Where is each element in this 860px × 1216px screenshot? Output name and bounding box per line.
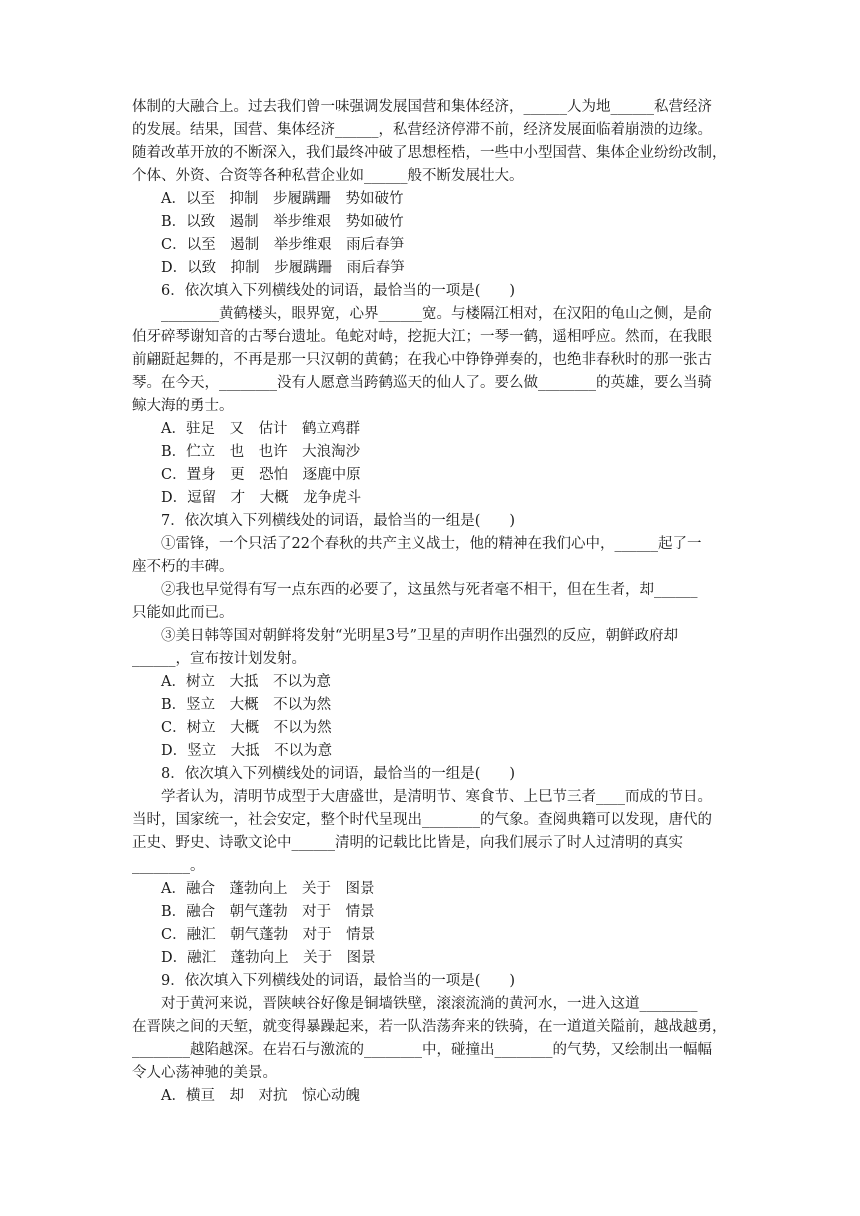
text-line: 体制的大融合上。过去我们曾一味强调发展国营和集体经济，______人为地______私营经济	[132, 99, 712, 115]
text-line: B．融合 朝气蓬勃 对于 情景	[161, 904, 375, 920]
text-line: ________越陷越深。在岩石与激流的________中，碰撞出________的气势，又绘制出一幅幅	[132, 1042, 712, 1058]
text-line: 前翩跹起舞的，不再是那一只汉朝的黄鹤；在我心中铮铮弹奏的，也绝非春秋时的那一张古	[132, 352, 712, 368]
text-line: A．树立 大抵 不以为意	[161, 674, 331, 690]
text-line: 6．依次填入下列横线处的词语，最恰当的一项是( )	[161, 283, 516, 299]
text-line: C．以至 遏制 举步维艰 雨后春笋	[161, 237, 405, 253]
text-line: 当时，国家统一，社会安定，整个时代呈现出________的气象。查阅典籍可以发现，唐代的	[132, 812, 712, 828]
text-line: D．竖立 大抵 不以为意	[161, 743, 333, 759]
text-line: 令人心荡神驰的美景。	[132, 1065, 277, 1081]
text-line: 琴。在今天，________没有人愿意当跨鹤巡天的仙人了。要么做________的英雄，要么当骑	[132, 375, 712, 391]
text-line: ______，宣布按计划发射。	[132, 651, 306, 667]
text-line: A．驻足 又 估计 鹤立鸡群	[161, 421, 360, 437]
text-line: D．逗留 才 大概 龙争虎斗	[161, 490, 362, 506]
text-line: C．置身 更 恐怕 逐鹿中原	[161, 467, 361, 483]
document-body	[132, 96, 728, 1108]
text-line: 随着改革开放的不断深入，我们最终冲破了思想桎梏，一些中小型国营、集体企业纷纷改制，	[132, 145, 727, 161]
text-line: ②我也早觉得有写一点东西的必要了，这虽然与死者毫不相干，但在生者，却______	[161, 582, 698, 598]
text-line: 7．依次填入下列横线处的词语，最恰当的一组是( )	[161, 513, 516, 529]
text-line: A．融合 蓬勃向上 关于 图景	[161, 881, 375, 897]
text-line: 的发展。结果，国营、集体经济______，私营经济停滞不前，经济发展面临着崩溃的边缘。	[132, 122, 712, 138]
text-line: 个体、外资、合资等各种私营企业如______般不断发展壮大。	[132, 168, 524, 184]
text-line: 鲸大海的勇士。	[132, 398, 234, 414]
text-line: A．以至 抑制 步履蹒跚 势如破竹	[161, 191, 404, 207]
text-line: 学者认为，清明节成型于大唐盛世，是清明节、寒食节、上巳节三者____而成的节日。	[161, 789, 712, 805]
text-line: D．以致 抑制 步履蹒跚 雨后春笋	[161, 260, 405, 276]
text-line: ①雷锋，一个只活了22个春秋的共产主义战士，他的精神在我们心中，______起了一	[161, 536, 702, 552]
text-line: 座不朽的丰碑。	[132, 559, 234, 575]
text-line: ③美日韩等国对朝鲜将发射“光明星3号”卫星的声明作出强烈的反应，朝鲜政府却	[161, 628, 679, 644]
text-line: 只能如此而已。	[132, 605, 234, 621]
text-line: B．以致 遏制 举步维艰 势如破竹	[161, 214, 404, 230]
text-line: A．横亘 却 对抗 惊心动魄	[161, 1088, 360, 1104]
text-line: 9．依次填入下列横线处的词语，最恰当的一项是( )	[161, 973, 516, 989]
text-line: ________。	[132, 858, 205, 874]
text-line: 伯牙碎琴谢知音的古琴台遗址。龟蛇对峙，挖扼大江；一琴一鹤，遥相呼应。然而，在我眼	[132, 329, 712, 345]
text-line: 8．依次填入下列横线处的词语，最恰当的一组是( )	[161, 766, 516, 782]
text-line: B．竖立 大概 不以为然	[161, 697, 332, 713]
text-line: ________黄鹤楼头，眼界宽，心界______宽。与楼隔江相对，在汉阳的龟山之侧，是俞	[161, 306, 712, 322]
text-line: D．融汇 蓬勃向上 关于 图景	[161, 950, 376, 966]
text-line: 正史、野史、诗歌文论中______清明的记载比比皆是，向我们展示了时人过清明的真实	[132, 835, 683, 851]
text-line: B．伫立 也 也许 大浪淘沙	[161, 444, 361, 460]
text-line: C．融汇 朝气蓬勃 对于 情景	[161, 927, 376, 943]
text-line: C．树立 大概 不以为然	[161, 720, 332, 736]
text-line: 在晋陕之间的天堑，就变得暴躁起来，若一队浩荡奔来的铁骑，在一道道关隘前，越战越勇，	[132, 1019, 727, 1035]
text-line: 对于黄河来说，晋陕峡谷好像是铜墙铁壁，滚滚流淌的黄河水，一进入这道________	[161, 996, 698, 1012]
